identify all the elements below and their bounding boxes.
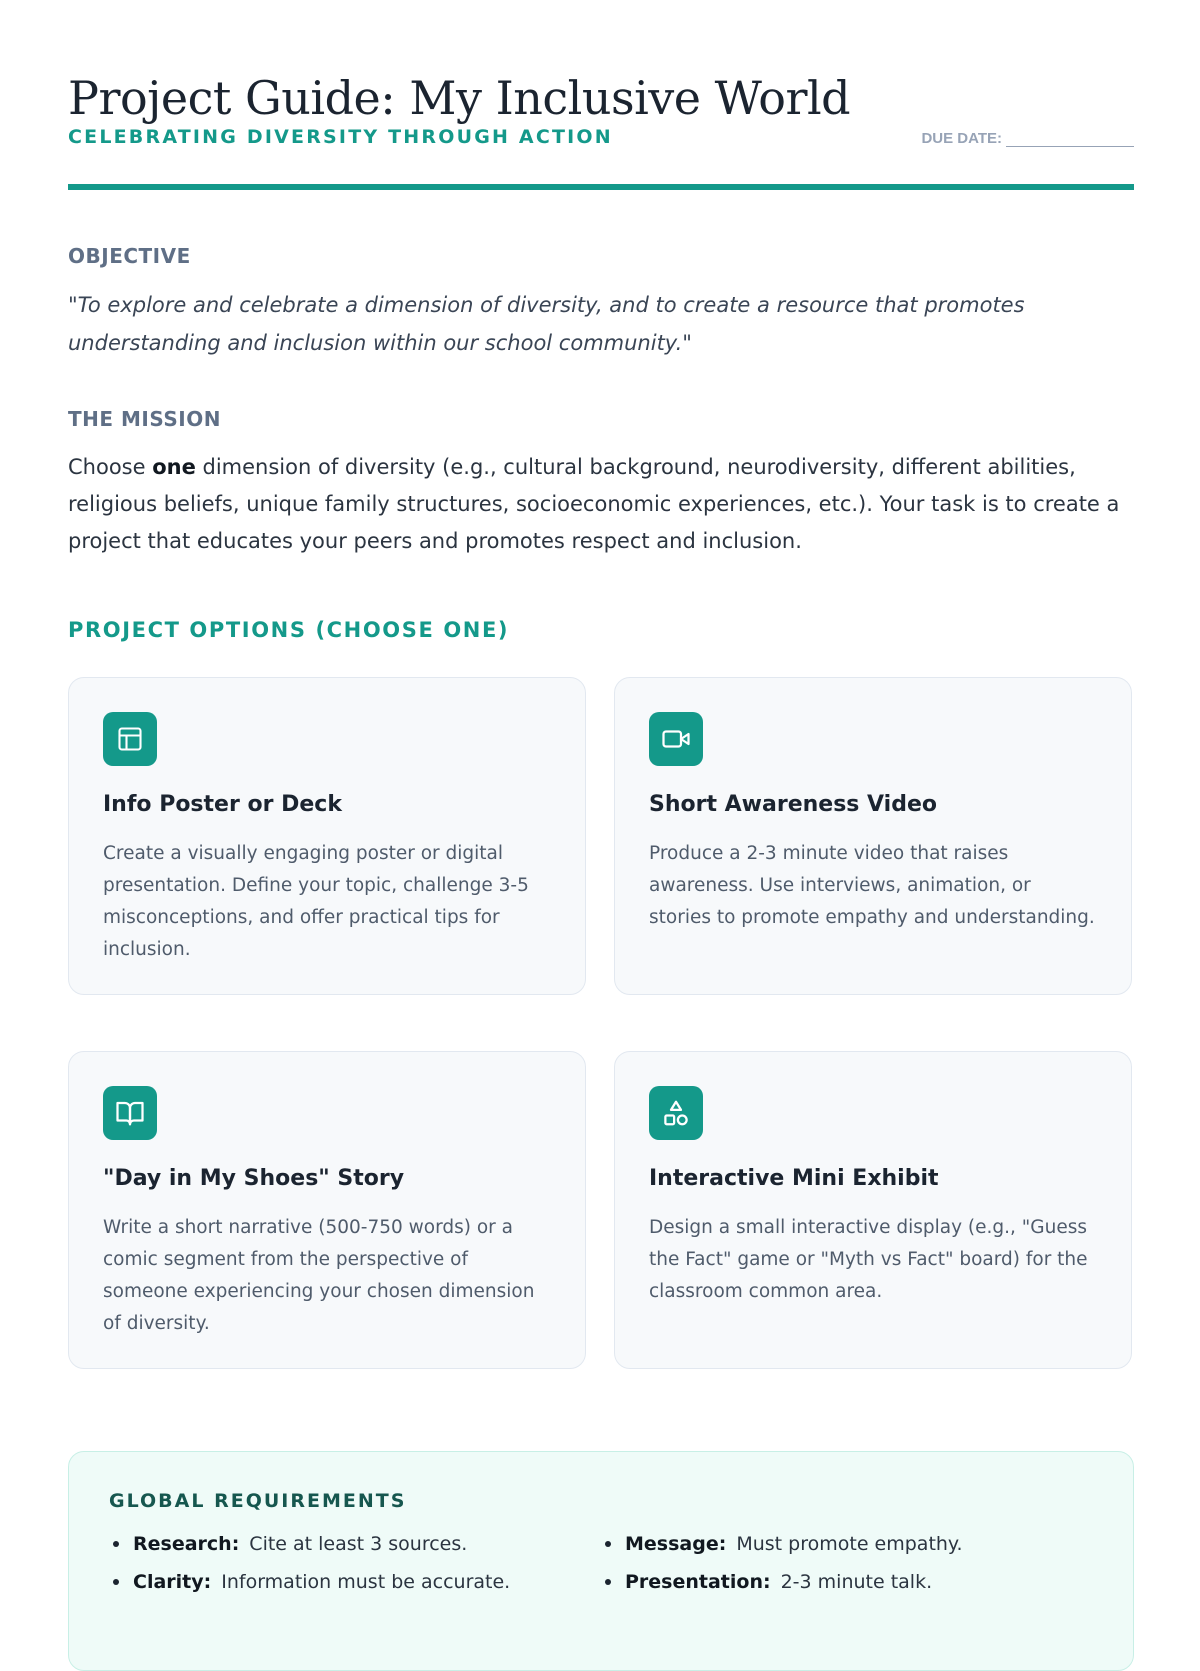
option-card-story: [68, 1051, 586, 1369]
objective-text: "To explore and celebrate a dimension of diversity, and to create a resource that promotes understanding and inclusion within our school community.": [68, 293, 1025, 355]
option-card-poster: [68, 677, 586, 995]
option-card-title: "Day in My Shoes" Story: [103, 1166, 405, 1191]
shapes-icon: [649, 1086, 703, 1140]
due-date-blank-line: [1006, 132, 1134, 147]
requirements-heading: GLOBAL REQUIREMENTS: [109, 1490, 407, 1512]
requirement-key: Presentation:: [625, 1571, 771, 1593]
requirement-item: [109, 1528, 601, 1560]
requirement-value: Information must be accurate.: [221, 1571, 511, 1593]
open-book-icon: [103, 1086, 157, 1140]
requirement-item: [109, 1566, 601, 1598]
requirement-value: 2-3 minute talk.: [780, 1571, 933, 1593]
requirement-key: Message:: [625, 1533, 727, 1555]
requirement-value: Must promote empathy.: [736, 1533, 963, 1555]
mission-text-emphasis: one: [152, 455, 196, 479]
option-card-description: Design a small interactive display (e.g., "Guess the Fact" game or "Myth vs Fact" board) for the classroom common area.: [649, 1217, 1088, 1302]
page-title: Project Guide: My Inclusive World: [68, 71, 851, 125]
project-guide-page: [68, 0, 1134, 1593]
mission-text: [68, 449, 1134, 560]
objective-heading: OBJECTIVE: [68, 244, 191, 268]
header: [68, 0, 1134, 190]
option-card-description: Write a short narrative (500-750 words) or a comic segment from the perspective of someone experiencing your chosen dimension of diversity.: [103, 1217, 535, 1334]
option-card-exhibit: [614, 1051, 1132, 1369]
mission-text-rest: dimension of diversity (e.g., cultural background, neurodiversity, different abilities, religious beliefs, unique family structures, socioeconomic experiences, etc.). Your task is to create a project that educates your peers and promotes respect and inclusion.: [68, 455, 1120, 553]
requirement-item: [601, 1566, 1093, 1598]
mission-heading: THE MISSION: [68, 407, 221, 431]
page-subtitle: CELEBRATING DIVERSITY THROUGH ACTION: [68, 126, 613, 148]
requirement-key: Research:: [133, 1533, 240, 1555]
global-requirements-box: [68, 1451, 1134, 1671]
requirement-value: Cite at least 3 sources.: [249, 1533, 468, 1555]
layout-icon: [103, 712, 157, 766]
requirement-item: [601, 1528, 1093, 1560]
requirement-key: Clarity:: [133, 1571, 212, 1593]
mission-text-start: Choose: [68, 455, 153, 479]
option-card-description: Create a visually engaging poster or digital presentation. Define your topic, challenge 3-5 misconceptions, and offer practical tips for inclusion.: [103, 843, 529, 960]
due-date-label: DUE DATE:: [921, 130, 1002, 147]
due-date: [921, 130, 1134, 147]
option-card-title: Short Awareness Video: [649, 792, 938, 817]
option-card-description: Produce a 2-3 minute video that raises awareness. Use interviews, animation, or stories to promote empathy and understanding.: [649, 843, 1095, 928]
option-card-title: Info Poster or Deck: [103, 792, 342, 817]
option-card-title: Interactive Mini Exhibit: [649, 1166, 939, 1191]
video-camera-icon: [649, 712, 703, 766]
project-options-heading: PROJECT OPTIONS (CHOOSE ONE): [68, 618, 510, 642]
requirements-list: [109, 1528, 1093, 1598]
option-card-video: [614, 677, 1132, 995]
